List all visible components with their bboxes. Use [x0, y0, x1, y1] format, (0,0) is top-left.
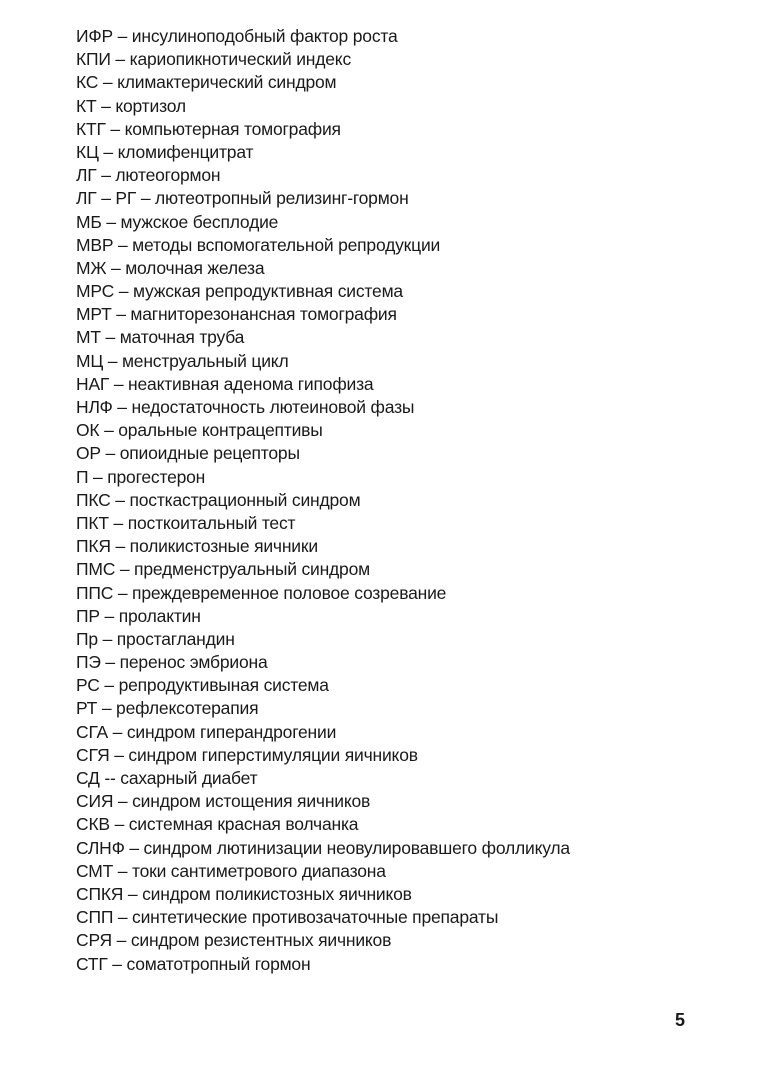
- abbreviation-entry: СРЯ – синдром резистентных яичников: [76, 930, 392, 951]
- abbreviation-entry: СКВ – системная красная волчанка: [76, 814, 359, 835]
- abbreviation-entry: ПР – пролактин: [76, 605, 201, 626]
- abbreviation-entry: СПП – синтетические противозачаточные препараты: [76, 907, 499, 928]
- abbreviation-entry: РТ – рефлексотерапия: [76, 698, 259, 719]
- abbreviation-entry: МВР – методы вспомогательной репродукции: [76, 234, 441, 255]
- abbreviation-entry: ЛГ – РГ – лютеотропный релизинг-гормон: [76, 188, 409, 209]
- abbreviation-entry: ППС – преждевременное половое созревание: [76, 582, 447, 603]
- abbreviation-entry: ОК – оральные контрацептивы: [76, 420, 323, 441]
- abbreviation-entry: СД -- сахарный диабет: [76, 768, 258, 788]
- abbreviation-entry: НАГ – неактивная аденома гипофиза: [76, 373, 374, 394]
- abbreviation-entry: СПКЯ – синдром поликистозных яичников: [76, 883, 412, 904]
- abbreviation-entry: СИЯ – синдром истощения яичников: [76, 791, 371, 812]
- abbreviation-entry: МЦ – менструальный цикл: [76, 350, 289, 371]
- abbreviation-entry: ПКЯ – поликистозные яичники: [76, 536, 318, 557]
- abbreviation-entry: МЖ – молочная железа: [76, 257, 265, 278]
- abbreviation-entry: ПЭ – перенос эмбриона: [76, 652, 268, 673]
- abbreviation-entry: СЛНФ – синдром лютинизации неовулировавшего фолликула: [76, 837, 570, 858]
- abbreviation-entry: ПМС – предменструальный синдром: [76, 559, 370, 580]
- abbreviation-entry: ПКС – посткастрационный синдром: [76, 489, 361, 510]
- abbreviation-entry: ЛГ – лютеогормон: [76, 165, 221, 186]
- abbreviation-entry: НЛФ – недостаточность лютеиновой фазы: [76, 397, 415, 417]
- abbreviation-entry: КТ – кортизол: [76, 95, 186, 116]
- abbreviation-list: [76, 25, 570, 976]
- abbreviation-entry: СТГ – соматотропный гормон: [76, 953, 311, 974]
- abbreviation-entry: СГА – синдром гиперандрогении: [76, 721, 337, 742]
- abbreviation-entry: СГЯ – синдром гиперстимуляции яичников: [76, 744, 418, 765]
- abbreviation-entry: РС – репродуктивыная система: [76, 675, 329, 696]
- abbreviation-entry: МБ – мужское бесплодие: [76, 211, 279, 232]
- abbreviation-entry: П – прогестерон: [76, 466, 206, 487]
- abbreviation-entry: Пр – простагландин: [76, 628, 235, 649]
- abbreviation-entry: СМТ – токи сантиметрового диапазона: [76, 860, 386, 881]
- abbreviation-entry: КЦ – кломифенцитрат: [76, 141, 254, 162]
- abbreviation-entry: МРС – мужская репродуктивная система: [76, 281, 403, 302]
- abbreviation-entry: ОР – опиоидные рецепторы: [76, 443, 300, 464]
- abbreviation-entry: КПИ – кариопикнотический индекс: [76, 49, 351, 70]
- page-number: 5: [675, 1010, 686, 1030]
- abbreviation-entry: КТГ – компьютерная томография: [76, 118, 341, 139]
- abbreviation-entry: КС – климактерический синдром: [76, 72, 337, 93]
- abbreviation-entry: МТ – маточная труба: [76, 327, 245, 348]
- abbreviation-entry: ИФР – инсулиноподобный фактор роста: [76, 26, 398, 46]
- abbreviation-entry: МРТ – магниторезонансная томография: [76, 304, 397, 325]
- abbreviation-entry: ПКТ – посткоитальный тест: [76, 512, 296, 533]
